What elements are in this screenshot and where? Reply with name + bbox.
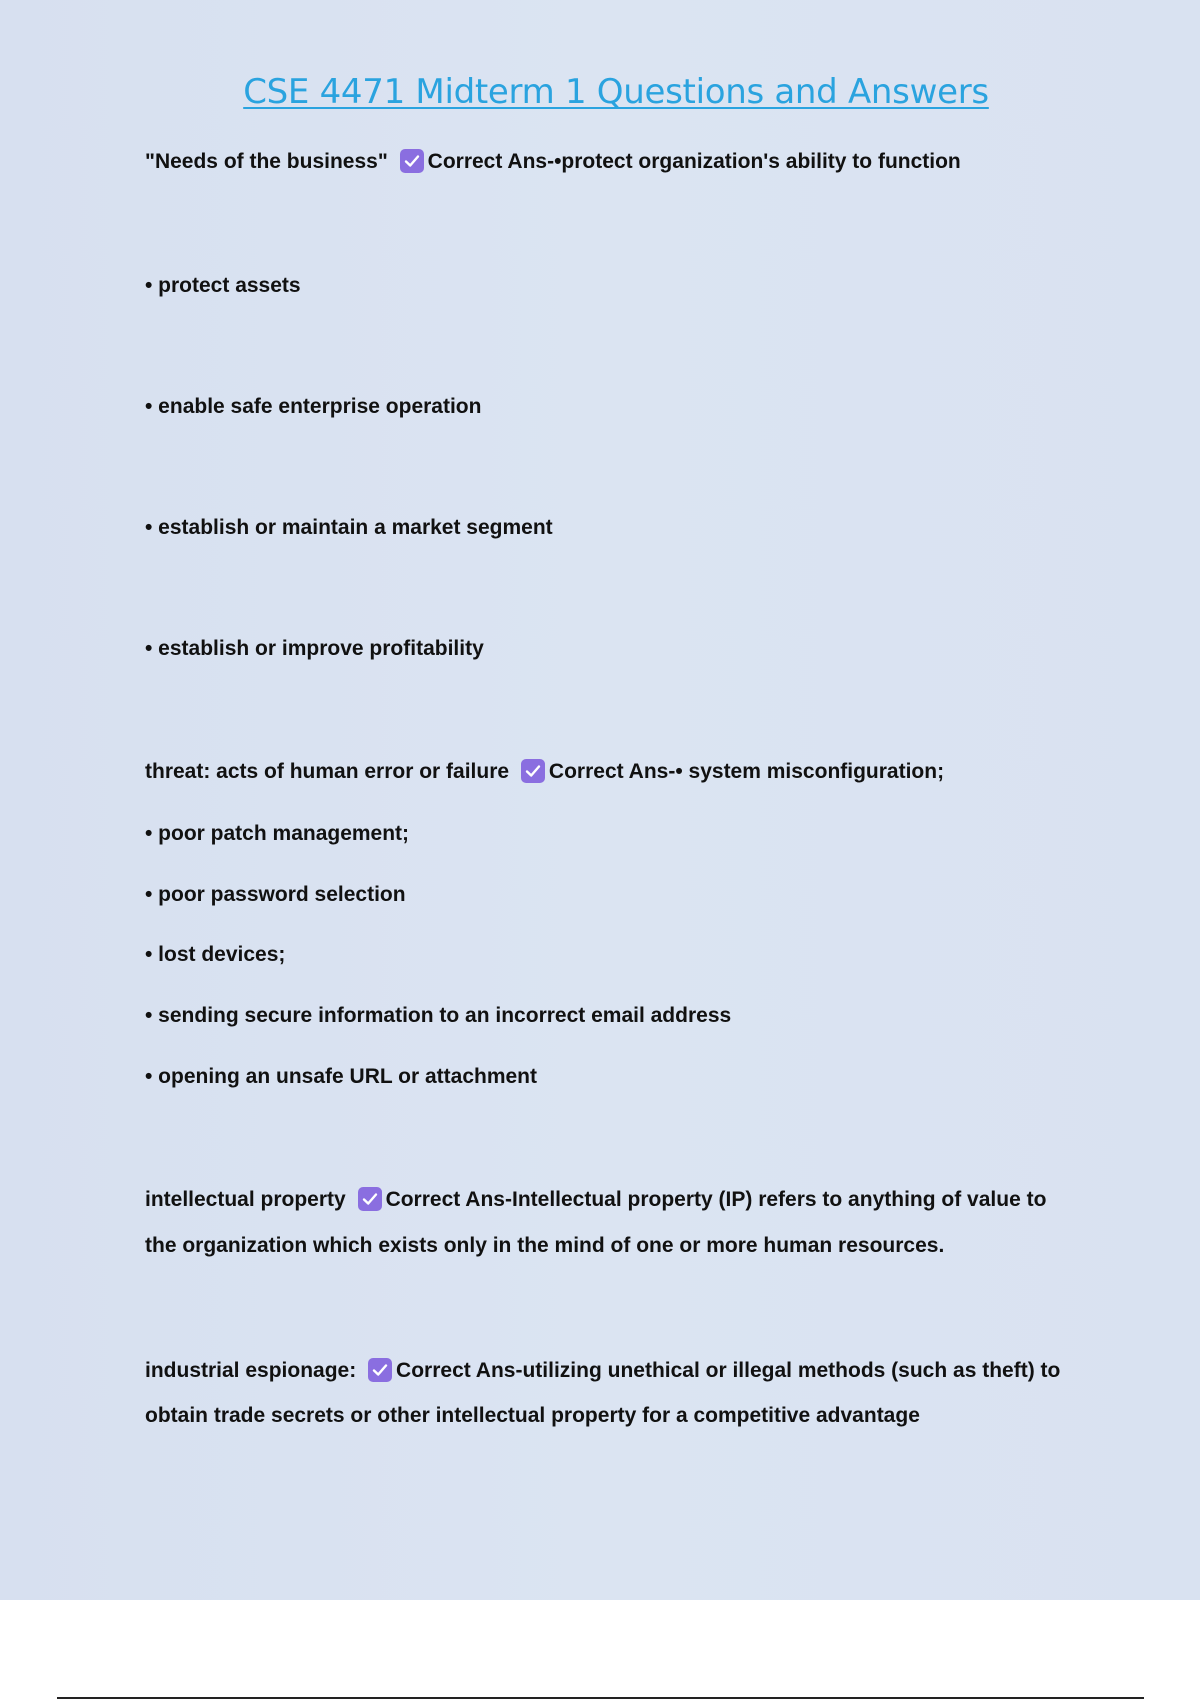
answer-line: • establish or maintain a market segment (145, 516, 553, 539)
answer-line: • enable safe enterprise operation (145, 395, 482, 418)
answer-text: Intellectual property (IP) refers to anything of value to (511, 1188, 1047, 1211)
question-line (145, 1185, 1046, 1215)
answer-line: • protect assets (145, 274, 301, 297)
answer-text: •protect organization's ability to function (554, 150, 961, 173)
question-term: threat: acts of human error or failure (145, 760, 510, 783)
answer-text: • system misconfiguration; (675, 760, 945, 783)
question-line (145, 147, 961, 177)
correct-label: Correct Ans- (385, 1188, 512, 1211)
document-title: CSE 4471 Midterm 1 Questions and Answers (243, 72, 989, 112)
answer-line: • poor patch management; (145, 822, 410, 845)
question-term: industrial espionage: (145, 1359, 357, 1382)
answer-line: • opening an unsafe URL or attachment (145, 1065, 538, 1088)
question-line (145, 757, 944, 787)
answer-line: obtain trade secrets or other intellectual property for a competitive advantage (145, 1404, 920, 1427)
checkbox-check-icon (358, 1187, 382, 1211)
answer-line: • poor password selection (145, 883, 406, 906)
question-line (145, 1356, 1060, 1386)
checkbox-check-icon (521, 759, 545, 783)
question-term: "Needs of the business" (145, 150, 388, 173)
answer-line: • lost devices; (145, 943, 286, 966)
checkbox-check-icon (400, 149, 424, 173)
answer-line: the organization which exists only in the mind of one or more human resources. (145, 1234, 945, 1257)
correct-label: Correct Ans- (548, 760, 676, 783)
checkbox-check-icon (368, 1358, 392, 1382)
footer-divider (57, 1697, 1144, 1699)
answer-line: • sending secure information to an incorrect email address (145, 1004, 732, 1027)
question-term: intellectual property (145, 1188, 346, 1211)
correct-label: Correct Ans- (427, 150, 555, 173)
correct-label: Correct Ans- (396, 1359, 523, 1382)
answer-line: • establish or improve profitability (145, 637, 484, 660)
answer-text: utilizing unethical or illegal methods (such as theft) to (522, 1359, 1061, 1382)
